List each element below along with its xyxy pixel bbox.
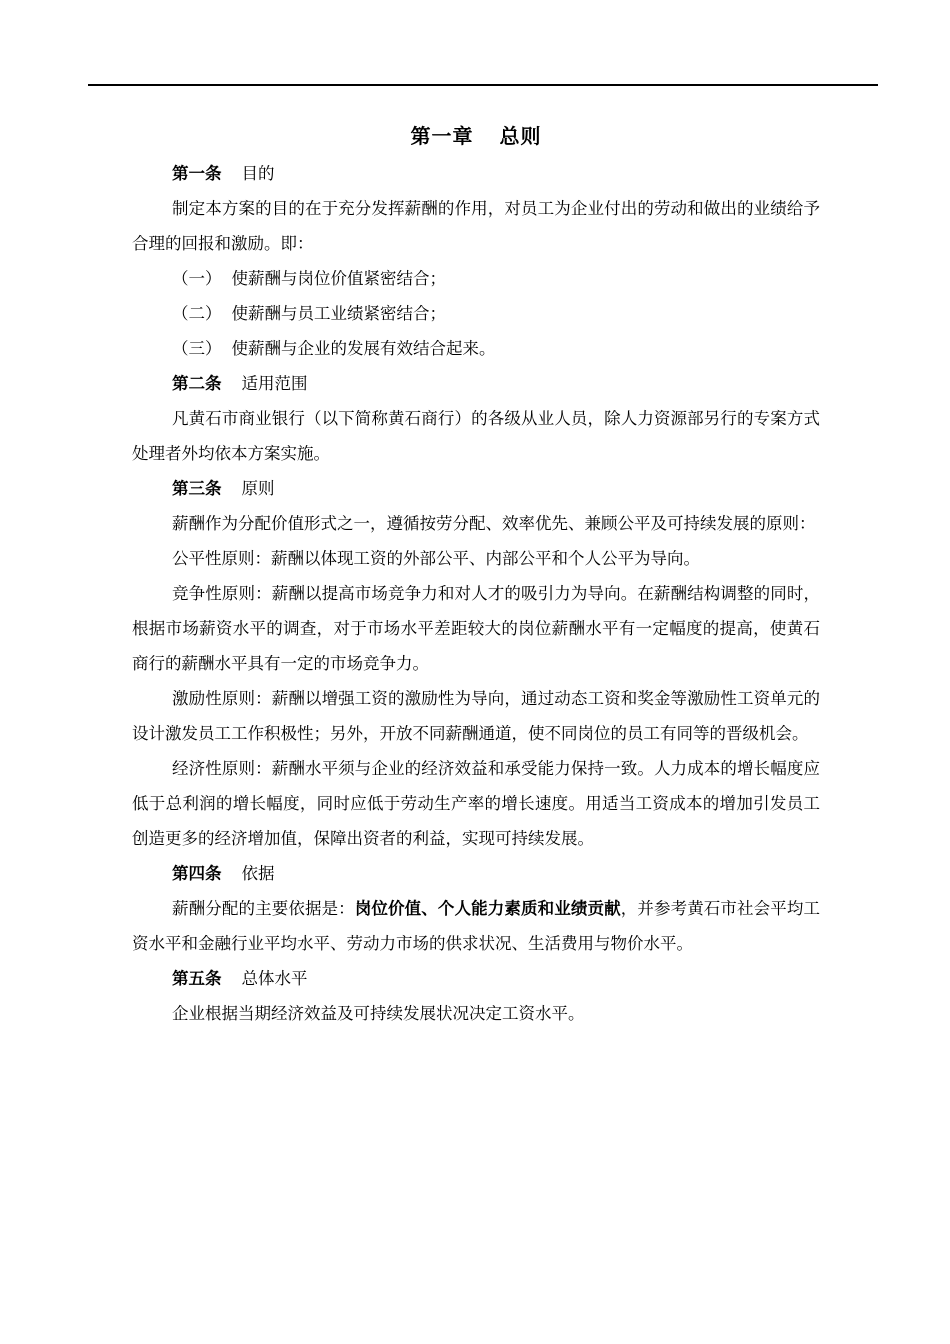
article-title: 目的 <box>241 164 275 183</box>
article-title: 适用范围 <box>241 374 308 393</box>
basis-text-rest: ，并参考黄石市社会平均工资水平和金融行业平均水平、劳动力市场的供求状况、生活费用与物价水平。 <box>132 899 821 953</box>
list-item <box>132 331 820 366</box>
basis-text-emphasis: 岗位价值、个人能力素质和业绩贡献 <box>354 899 621 918</box>
chapter-name: 总则 <box>499 124 542 148</box>
list-item <box>132 296 820 331</box>
article-title: 总体水平 <box>241 969 308 988</box>
article-title: 依据 <box>241 864 275 883</box>
chapter-title <box>132 118 820 154</box>
principle-paragraph: 经济性原则：薪酬水平须与企业的经济效益和承受能力保持一致。人力成本的增长幅度应低于总利润的增长幅度，同时应低于劳动生产率的增长速度。用适当工资成本的增加引发员工创造更多的经济增加值，保障出资者的利益，实现可持续发展。 <box>132 759 820 848</box>
principle-paragraph: 公平性原则：薪酬以体现工资的外部公平、内部公平和个人公平为导向。 <box>172 549 700 568</box>
article-paragraph: 薪酬作为分配价值形式之一，遵循按劳分配、效率优先、兼顾公平及可持续发展的原则： <box>172 514 816 533</box>
document-body <box>132 118 820 1031</box>
article-number: 第一条 <box>172 164 222 183</box>
article-heading <box>132 156 820 191</box>
list-text: 使薪酬与企业的发展有效结合起来。 <box>231 339 496 358</box>
article-number: 第四条 <box>172 864 222 883</box>
header-rule <box>88 84 878 86</box>
article-paragraph: 制定本方案的目的在于充分发挥薪酬的作用，对员工为企业付出的劳动和做出的业绩给予合理的回报和激励。即： <box>132 199 820 253</box>
list-item <box>132 261 820 296</box>
article-paragraph: 企业根据当期经济效益及可持续发展状况决定工资水平。 <box>172 1004 585 1023</box>
principle-paragraph: 激励性原则：薪酬以增强工资的激励性为导向，通过动态工资和奖金等激励性工资单元的设计激发员工工作积极性；另外，开放不同薪酬通道，使不同岗位的员工有同等的晋级机会。 <box>132 689 820 743</box>
article-paragraph <box>132 891 820 961</box>
article-number: 第三条 <box>172 479 222 498</box>
article-heading <box>132 856 820 891</box>
article-heading <box>132 471 820 506</box>
article-paragraph: 凡黄石市商业银行（以下简称黄石商行）的各级从业人员，除人力资源部另行的专案方式处理者外均依本方案实施。 <box>132 409 820 463</box>
list-marker: （一） <box>172 269 222 288</box>
article-number: 第二条 <box>172 374 222 393</box>
article-title: 原则 <box>241 479 275 498</box>
basis-text-lead: 薪酬分配的主要依据是： <box>172 899 355 918</box>
list-text: 使薪酬与岗位价值紧密结合； <box>231 269 446 288</box>
article-heading <box>132 961 820 996</box>
article-number: 第五条 <box>172 969 222 988</box>
list-marker: （二） <box>172 304 222 323</box>
article-heading <box>132 366 820 401</box>
chapter-number: 第一章 <box>410 124 474 148</box>
principle-paragraph: 竞争性原则：薪酬以提高市场竞争力和对人才的吸引力为导向。在薪酬结构调整的同时，根据市场薪资水平的调查，对于市场水平差距较大的岗位薪酬水平有一定幅度的提高，使黄石商行的薪酬水平具有一定的市场竞争力。 <box>132 584 820 673</box>
list-marker: （三） <box>172 339 222 358</box>
list-text: 使薪酬与员工业绩紧密结合； <box>231 304 446 323</box>
